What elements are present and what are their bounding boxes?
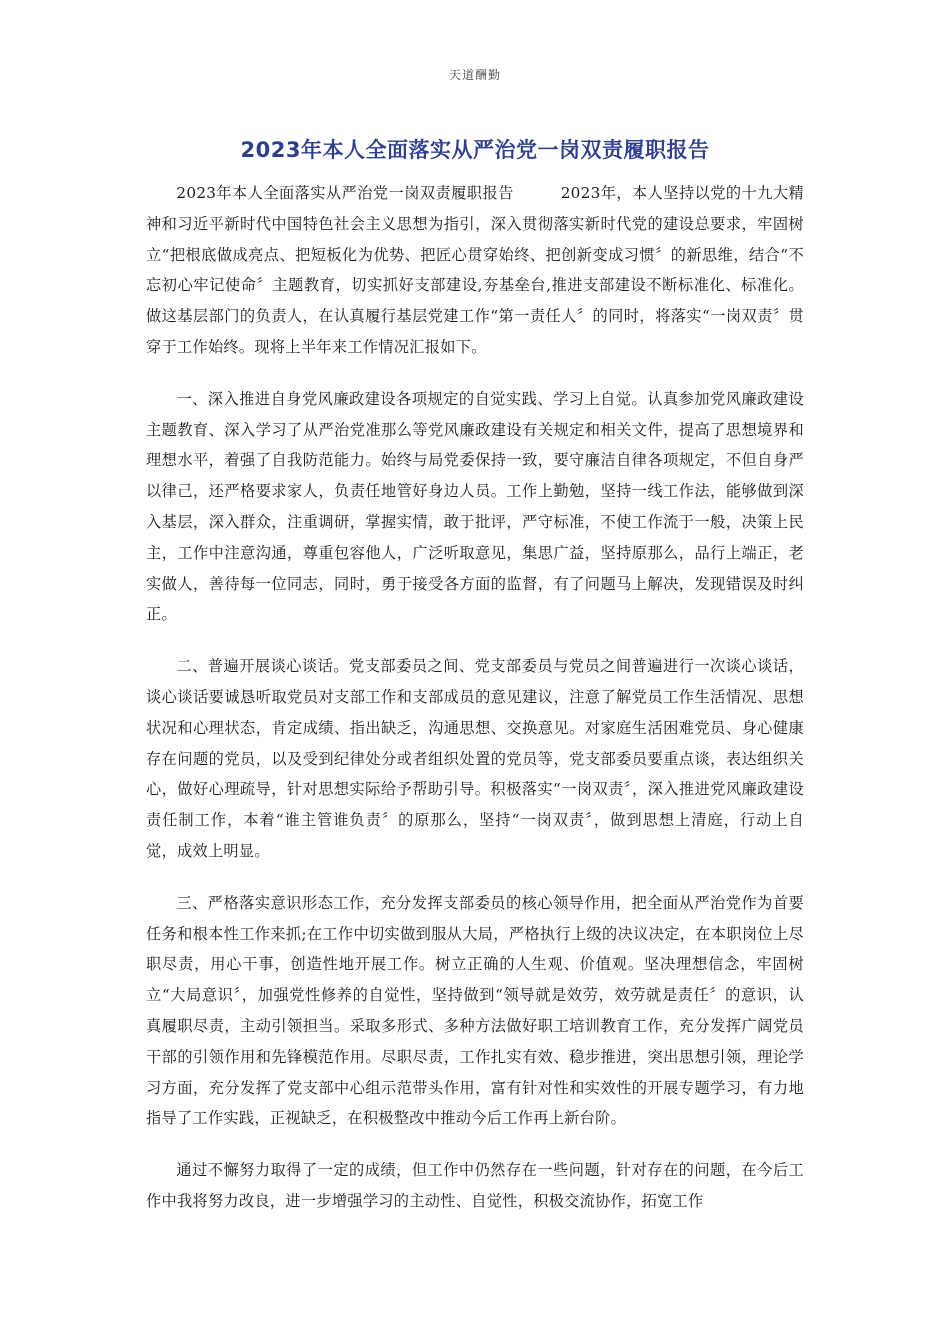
paragraph-intro: 2023年本人全面落实从严治党一岗双责履职报告 2023年，本人坚持以党的十九大精神和习近平新时代中国特色社会主义思想为指引，深入贯彻落实新时代党的建设总要求，牢固树立“把根底做成亮点、把短板化为优势、把匠心贯穿始终、把创新变成习惯〞的新思维，结合“不忘初心牢记使命〞主题教育，切实抓好支部建设,夯基垒台,推进支部建设不断标准化、标准化。做这基层部门的负责人，在认真履行基层党建工作“第一责任人〞的同时，将落实“一岗双责〞贯穿于工作始终。现将上半年来工作情况汇报如下。 [146,184,804,356]
document-title: 2023年本人全面落实从严治党一岗双责履职报告 [240,138,710,162]
paragraph-section-one: 一、深入推进自身党风廉政建设各项规定的自觉实践、学习上自觉。认真参加党风廉政建设主题教育、深入学习了从严治党准那么等党风廉政建设有关规定和相关文件，提高了思想境界和理想水平，着强了自我防范能力。始终与局党委保持一致，要守廉洁自律各项规定，不但自身严以律己，还严格要求家人，负责任地管好身边人员。工作上勤勉，坚持一线工作法，能够做到深入基层，深入群众，注重调研，掌握实情，敢于批评，严守标准，不使工作流于一般，决策上民主，工作中注意沟通，尊重包容他人，广泛听取意见，集思广益，坚持原那么，品行上端正，老实做人，善待每一位同志，同时，勇于接受各方面的监督，有了问题马上解决，发现错误及时纠正。 [146,389,804,624]
paragraph-conclusion: 通过不懈努力取得了一定的成绩，但工作中仍然存在一些问题，针对存在的问题，在今后工作中我将努力改良，进一步增强学习的主动性、自觉性，积极交流协作，拓宽工作 [146,1161,804,1210]
document-body [146,178,804,1238]
paragraph-section-three: 三、严格落实意识形态工作，充分发挥支部委员的核心领导作用，把全面从严治党作为首要任务和根本性工作来抓;在工作中切实做到服从大局，严格执行上级的决议决定，在本职岗位上尽职尽责，用心干事，创造性地开展工作。树立正确的人生观、价值观。坚决理想信念，牢固树立“大局意识〞，加强党性修养的自觉性，坚持做到“领导就是效劳，效劳就是责任〞的意识，认真履职尽责，主动引领担当。采取多形式、多种方法做好职工培训教育工作，充分发挥广阔党员干部的引领作用和先锋模范作用。尽职尽责，工作扎实有效、稳步推进，突出思想引领，理论学习方面，充分发挥了党支部中心组示范带头作用，富有针对性和实效性的开展专题学习，有力地指导了工作实践，正视缺乏，在积极整改中推动今后工作再上新台阶。 [146,893,804,1128]
page-header: 天道酬勤 [448,68,501,82]
paragraph-section-two: 二、普遍开展谈心谈话。党支部委员之间、党支部委员与党员之间普遍进行一次谈心谈话，谈心谈话要诚恳听取党员对支部工作和支部成员的意见建议，注意了解党员工作生活情况、思想状况和心理状态，肯定成绩、指出缺乏，沟通思想、交换意见。对家庭生活困难党员、身心健康存在问题的党员，以及受到纪律处分或者组织处置的党员等，党支部委员要重点谈，表达组织关心，做好心理疏导，针对思想实际给予帮助引导。积极落实“一岗双责〞，深入推进党风廉政建设责任制工作，本着“谁主管谁负责〞的原那么，坚持“一岗双责〞，做到思想上清庭，行动上自觉，成效上明显。 [146,657,804,860]
